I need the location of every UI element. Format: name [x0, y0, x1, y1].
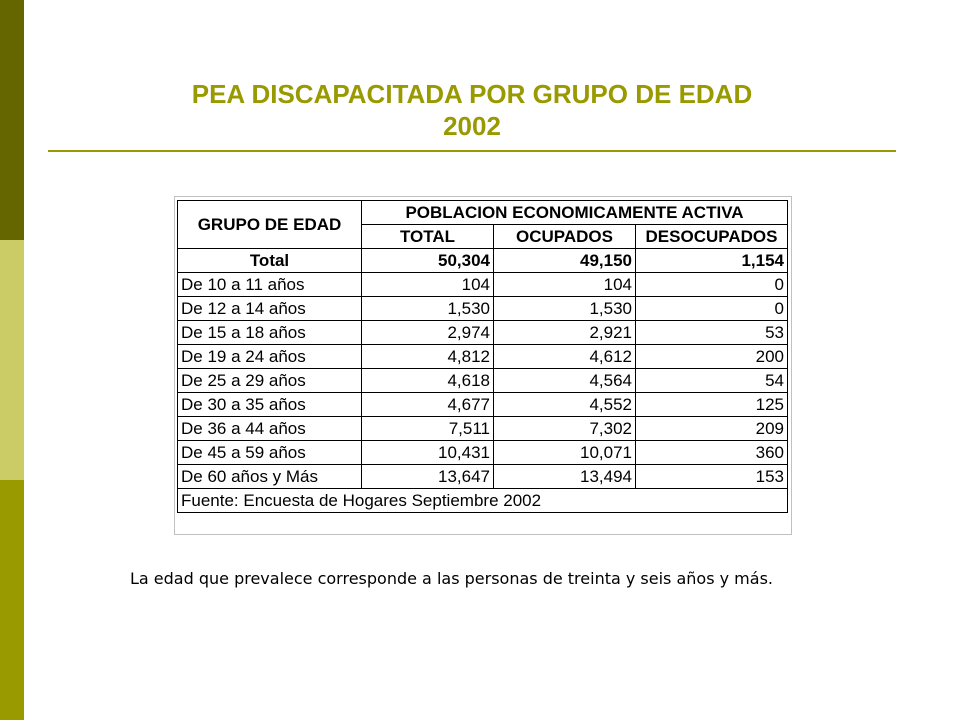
- row-desocupados: 360: [636, 441, 788, 465]
- row-desocupados: 209: [636, 417, 788, 441]
- sidebar-accent: [0, 0, 24, 720]
- row-ocupados: 4,552: [494, 393, 636, 417]
- source-note: Fuente: Encuesta de Hogares Septiembre 2002: [178, 489, 788, 513]
- row-desocupados: 125: [636, 393, 788, 417]
- row-total: 4,812: [362, 345, 494, 369]
- table-row: [178, 273, 788, 297]
- row-label: De 30 a 35 años: [178, 393, 362, 417]
- total-value: 50,304: [362, 249, 494, 273]
- row-total: 1,530: [362, 297, 494, 321]
- row-label: De 15 a 18 años: [178, 321, 362, 345]
- header-pea: POBLACION ECONOMICAMENTE ACTIVA: [362, 201, 788, 225]
- row-ocupados: 7,302: [494, 417, 636, 441]
- slide-title: [48, 78, 896, 142]
- table-row: [178, 393, 788, 417]
- table-body: [178, 273, 788, 489]
- table-row: [178, 321, 788, 345]
- row-desocupados: 0: [636, 297, 788, 321]
- header-grupo-edad: GRUPO DE EDAD: [178, 201, 362, 249]
- row-total: 7,511: [362, 417, 494, 441]
- table-header-row: [178, 201, 788, 225]
- row-label: De 36 a 44 años: [178, 417, 362, 441]
- row-desocupados: 153: [636, 465, 788, 489]
- row-total: 104: [362, 273, 494, 297]
- row-total: 2,974: [362, 321, 494, 345]
- table-frame: [174, 196, 792, 535]
- row-ocupados: 4,612: [494, 345, 636, 369]
- row-desocupados: 54: [636, 369, 788, 393]
- header-total: TOTAL: [362, 225, 494, 249]
- header-ocupados: OCUPADOS: [494, 225, 636, 249]
- total-ocupados: 49,150: [494, 249, 636, 273]
- table-total-row: [178, 249, 788, 273]
- total-desocupados: 1,154: [636, 249, 788, 273]
- table-row: [178, 369, 788, 393]
- slide-title-line1: PEA DISCAPACITADA POR GRUPO DE EDAD: [191, 79, 753, 109]
- row-ocupados: 1,530: [494, 297, 636, 321]
- title-divider: [48, 150, 896, 152]
- sidebar-segment-light: [0, 240, 24, 480]
- row-ocupados: 104: [494, 273, 636, 297]
- row-label: De 25 a 29 años: [178, 369, 362, 393]
- row-ocupados: 4,564: [494, 369, 636, 393]
- row-desocupados: 200: [636, 345, 788, 369]
- slide-title-line2: 2002: [443, 111, 501, 141]
- table-row: [178, 465, 788, 489]
- table-source-row: [178, 489, 788, 513]
- total-label: Total: [178, 249, 362, 273]
- row-label: De 19 a 24 años: [178, 345, 362, 369]
- row-total: 13,647: [362, 465, 494, 489]
- row-label: De 45 a 59 años: [178, 441, 362, 465]
- slide-note: La edad que prevalece corresponde a las personas de treinta y seis años y más.: [130, 569, 773, 588]
- sidebar-segment-mid: [0, 480, 24, 720]
- row-desocupados: 53: [636, 321, 788, 345]
- row-label: De 60 años y Más: [178, 465, 362, 489]
- header-desocupados: DESOCUPADOS: [636, 225, 788, 249]
- row-total: 4,677: [362, 393, 494, 417]
- table-row: [178, 441, 788, 465]
- row-label: De 12 a 14 años: [178, 297, 362, 321]
- row-label: De 10 a 11 años: [178, 273, 362, 297]
- row-ocupados: 10,071: [494, 441, 636, 465]
- row-ocupados: 2,921: [494, 321, 636, 345]
- row-ocupados: 13,494: [494, 465, 636, 489]
- row-total: 10,431: [362, 441, 494, 465]
- pea-table: [177, 200, 788, 513]
- row-desocupados: 0: [636, 273, 788, 297]
- row-total: 4,618: [362, 369, 494, 393]
- table-row: [178, 345, 788, 369]
- table-row: [178, 297, 788, 321]
- sidebar-segment-dark: [0, 0, 24, 240]
- table-row: [178, 417, 788, 441]
